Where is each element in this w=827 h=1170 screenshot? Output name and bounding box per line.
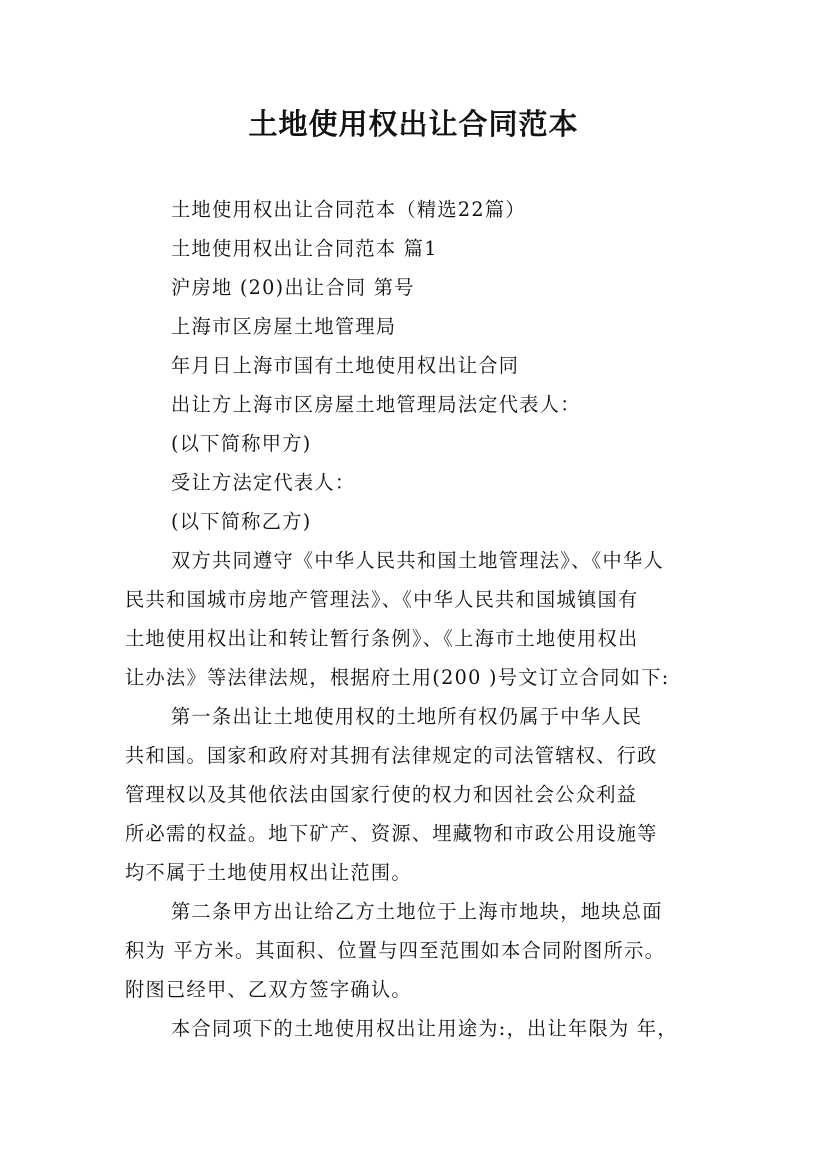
document-body [125, 190, 715, 1048]
paragraph-line: 土地使用权出让和转让暂行条例》、《上海市土地使用权出 [125, 627, 639, 650]
document-title: 土地使用权出让合同范本 [248, 107, 579, 141]
text-line: 受让方法定代表人： [171, 471, 356, 494]
text-line: 上海市区房屋土地管理局 [171, 315, 397, 338]
paragraph-line: 民共和国城市房地产管理法》、《中华人民共和国城镇国有 [125, 588, 639, 611]
paragraph-line: 管理权以及其他依法由国家行使的权力和因社会公众利益 [125, 783, 638, 806]
text-line: 出让方上海市区房屋土地管理局法定代表人： [171, 393, 581, 416]
paragraph-line: 双方共同遵守《中华人民共和国土地管理法》、《中华人 [171, 549, 664, 572]
paragraph-line: 第二条甲方出让给乙方土地位于上海市地块，地块总面 [171, 900, 663, 923]
text-line: 土地使用权出让合同范本（精选22篇） [171, 198, 526, 221]
paragraph-line: 附图已经甲、乙双方签字确认。 [125, 978, 412, 1001]
paragraph-line: 第一条出让土地使用权的土地所有权仍属于中华人民 [171, 705, 643, 728]
paragraph-line: 共和国。国家和政府对其拥有法律规定的司法管辖权、行政 [125, 744, 658, 767]
text-line: (以下简称甲方) [171, 432, 312, 455]
paragraph-line: 所必需的权益。地下矿产、资源、埋藏物和市政公用设施等 [125, 822, 658, 845]
paragraph-line: 本合同项下的土地使用权出让用途为:，出让年限为 年， [171, 1017, 678, 1040]
text-line: 沪房地 (20)出让合同 第号 [171, 276, 415, 299]
text-line: 土地使用权出让合同范本 篇1 [171, 237, 438, 260]
text-line: (以下简称乙方) [171, 510, 312, 533]
paragraph-line: 均不属于土地使用权出让范围。 [125, 861, 412, 884]
text-line: 年月日上海市国有土地使用权出让合同 [171, 354, 520, 377]
paragraph-line: 让办法》等法律法规，根据府土用(200 )号文订立合同如下: [125, 666, 670, 689]
paragraph-line: 积为 平方米。其面积、位置与四至范围如本合同附图所示。 [125, 939, 666, 962]
